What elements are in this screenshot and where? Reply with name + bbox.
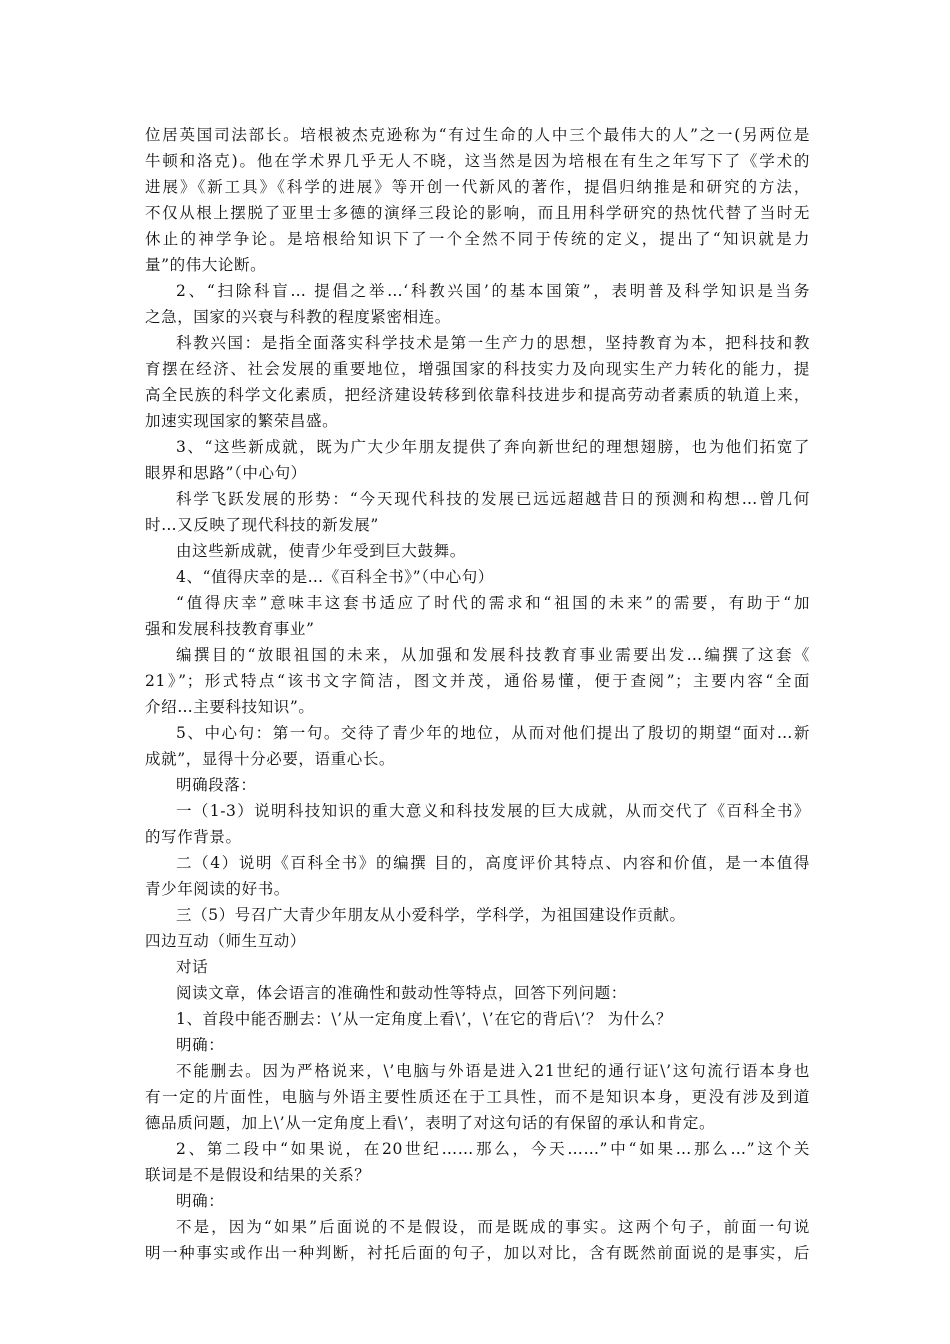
text-line: 德品质问题，加上\’从一定角度上看\’，表明了对这句话的有保留的承认和肯定。	[145, 1114, 716, 1132]
text-line: 编撰目的“放眼祖国的未来，从加强和发展科技教育事业需要出发…编撰了这套《	[176, 646, 810, 664]
text-line: 三（5）号召广大青少年朋友从小爱科学，学科学，为祖国建设作贡献。	[176, 906, 686, 924]
text-line: 阅读文章，体会语言的准确性和鼓动性等特点，回答下列问题：	[176, 984, 627, 1002]
text-line: 之急，国家的兴衰与科教的程度紧密相连。	[145, 308, 451, 326]
text-line: 牛顿和洛克)。他在学术界几乎无人不晓，这当然是因为培根在有生之年写下了《学术的	[145, 152, 810, 170]
document-page	[145, 122, 810, 1266]
text-line: 育摆在经济、社会发展的重要地位，增强国家的科技实力及向现实生产力转化的能力，提	[145, 360, 810, 378]
text-line: 2、第二段中“如果说，在20世纪……那么，今天……”中“如果…那么…”这个关	[176, 1140, 810, 1158]
text-line: 对话	[176, 958, 209, 976]
text-line: 高全民族的科学文化素质，把经济建设转移到依靠科技进步和提高劳动者素质的轨道上来，	[145, 386, 810, 404]
text-line: 有一定的片面性，电脑与外语主要性质还在于工具性，而不是知识本身，更没有涉及到道	[145, 1088, 810, 1106]
text-line: 科学飞跃发展的形势：“今天现代科技的发展已远远超越昔日的预测和构想…曾几何	[176, 490, 810, 508]
text-line: 2、“扫除科盲… 提倡之举…‘科教兴国’的基本国策”，表明普及科学知识是当务	[176, 282, 810, 300]
text-line: 4、“值得庆幸的是…《百科全书》”（中心句）	[176, 568, 494, 586]
text-line: 联词是不是假设和结果的关系？	[145, 1166, 371, 1184]
text-line: 的写作背景。	[145, 828, 242, 846]
text-line: 明确：	[176, 1192, 225, 1210]
text-line: 明确段落：	[176, 776, 257, 794]
text-line: 加速实现国家的繁荣昌盛。	[145, 412, 339, 430]
text-line: 不是，因为“如果”后面说的不是假设，而是既成的事实。这两个句子，前面一句说	[176, 1218, 810, 1236]
text-line: 明确：	[176, 1036, 225, 1054]
text-line: 青少年阅读的好书。	[145, 880, 290, 898]
text-line: 时…又反映了现代科技的新发展”	[145, 516, 379, 534]
text-line: 明一种事实或作出一种判断，衬托后面的句子，加以对比，含有既然前面说的是事实，后	[145, 1244, 810, 1262]
text-line: 由这些新成就，使青少年受到巨大鼓舞。	[176, 542, 466, 560]
text-line: 二（4）说明《百科全书》的编撰 目的，高度评价其特点、内容和价值，是一本值得	[176, 854, 810, 872]
text-line: 5、中心句：第一句。交待了青少年的地位，从而对他们提出了殷切的期望“面对…新	[176, 724, 810, 742]
text-line: 一（1-3）说明科技知识的重大意义和科技发展的巨大成就，从而交代了《百科全书》	[176, 802, 810, 820]
text-line: “值得庆幸”意味丰这套书适应了时代的需求和“祖国的未来”的需要，有助于“加	[176, 594, 810, 612]
text-line: 量”的伟大论断。	[145, 256, 267, 274]
text-line: 眼界和思路”（中心句）	[145, 464, 307, 482]
text-line: 不仅从根上摆脱了亚里士多德的演绎三段论的影响，而且用科学研究的热忱代替了当时无	[145, 204, 810, 222]
text-line: 3、“这些新成就，既为广大少年朋友提供了奔向新世纪的理想翅膀，也为他们拓宽了	[176, 438, 810, 456]
text-line: 成就”，显得十分必要，语重心长。	[145, 750, 396, 768]
text-line: 不能删去。因为严格说来，\’电脑与外语是进入21世纪的通行证\’这句流行语本身也	[176, 1062, 810, 1080]
text-line: 21》”；形式特点“该书文字简洁，图文并茂，通俗易懂，便于查阅”；主要内容“全面	[145, 672, 810, 690]
text-line: 1、首段中能否删去：\’从一定角度上看\’，\’在它的背后\’？ 为什么？	[176, 1010, 673, 1028]
text-line: 位居英国司法部长。培根被杰克逊称为“有过生命的人中三个最伟大的人”之一(另两位是	[145, 126, 810, 144]
text-line: 介绍…主要科技知识”。	[145, 698, 315, 716]
text-line: 强和发展科技教育事业”	[145, 620, 315, 638]
text-line: 科教兴国：是指全面落实科学技术是第一生产力的思想，坚持教育为本，把科技和教	[176, 334, 810, 352]
text-line: 四边互动（师生互动）	[145, 932, 307, 950]
text-line: 休止的神学争论。是培根给知识下了一个全然不同于传统的定义，提出了“知识就是力	[145, 230, 810, 248]
text-line: 进展》《新工具》《科学的进展》等开创一代新风的著作，提倡归纳推是和研究的方法，	[145, 178, 810, 196]
